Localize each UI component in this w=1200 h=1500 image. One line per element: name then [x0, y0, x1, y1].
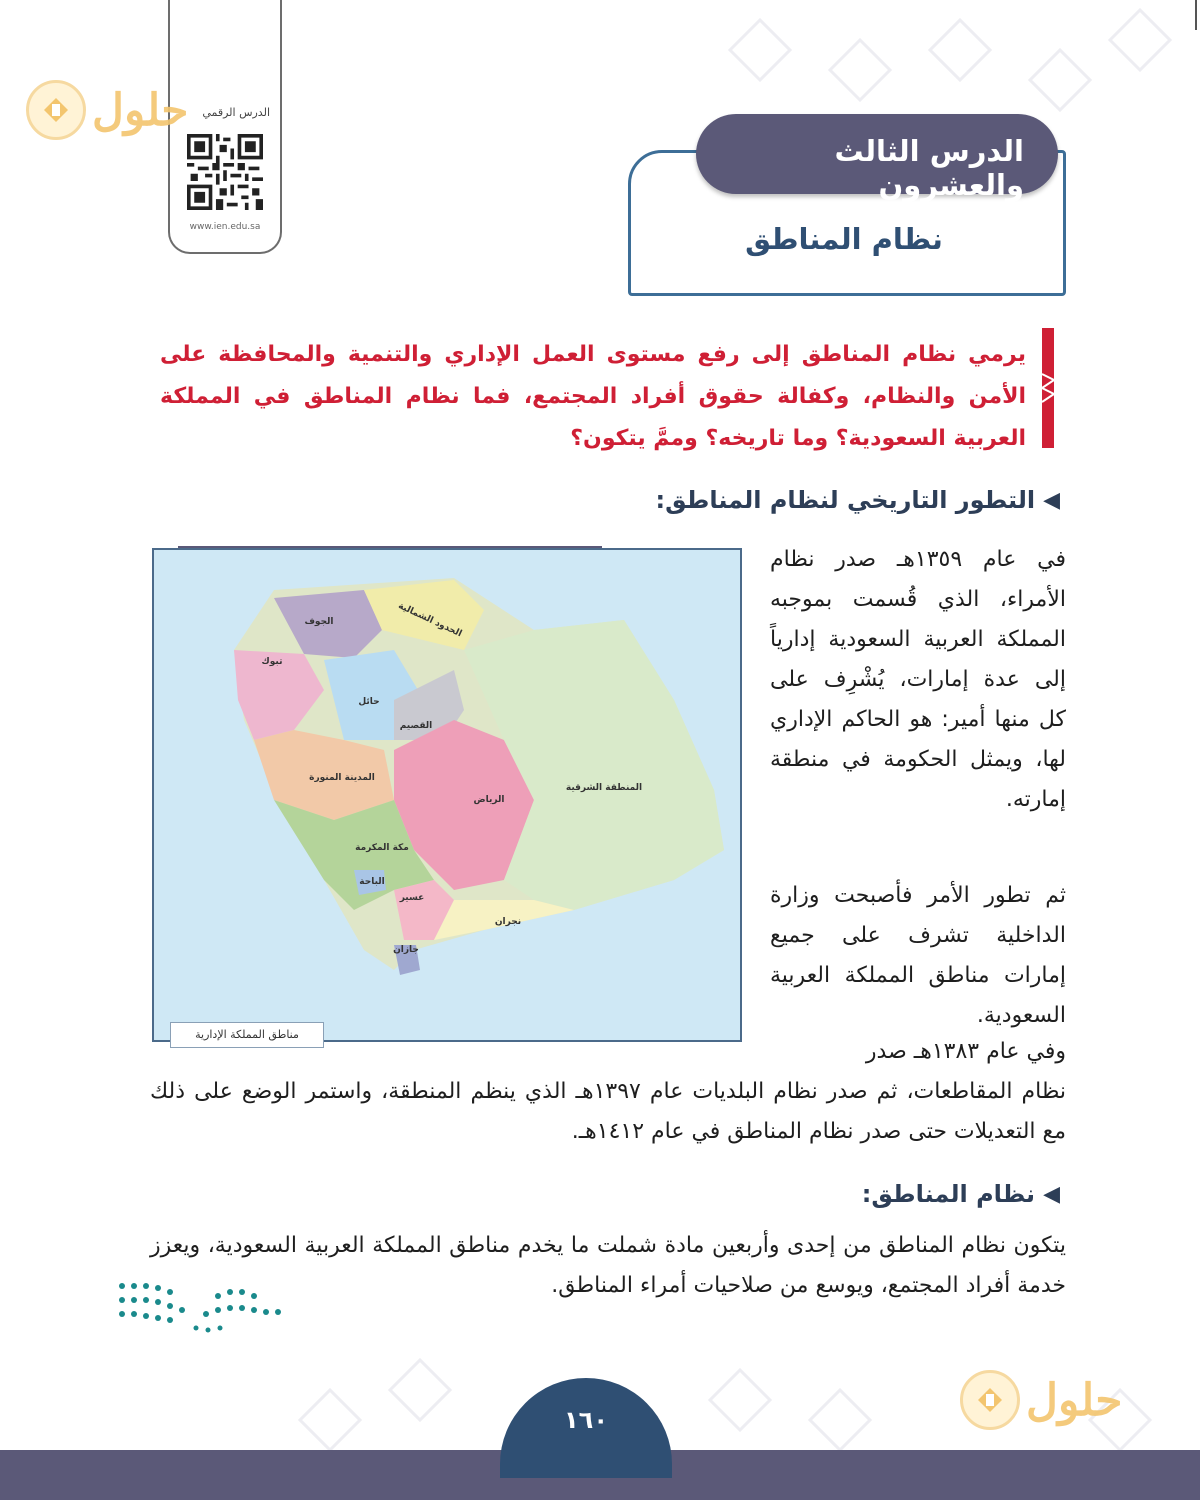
section-heading-history — [656, 486, 1060, 514]
label-riyadh: الرياض — [473, 795, 505, 805]
qr-code-icon[interactable] — [187, 134, 263, 210]
lesson-title: نظام المناطق — [745, 222, 943, 256]
watermark-word: حلول — [1026, 1374, 1123, 1426]
chevron-left-icon: ◀ — [1043, 1181, 1060, 1207]
section-heading-text: التطور التاريخي لنظام المناطق: — [655, 486, 1036, 514]
ministry-logo — [116, 1278, 296, 1338]
regions-map — [152, 548, 742, 1042]
history-paragraph-3-start: وفي عام ١٣٨٣هـ صدر — [865, 1039, 1066, 1064]
chevron-left-icon: ◀ — [1043, 487, 1060, 513]
watermark-logo — [960, 1370, 1122, 1430]
label-tabuk: تبوك — [261, 657, 283, 667]
page-number: ١٦٠ — [564, 1406, 608, 1434]
book-icon — [26, 80, 86, 140]
watermark-logo — [26, 80, 188, 140]
label-asir: عسير — [399, 893, 425, 903]
label-jouf: الجوف — [304, 617, 334, 627]
digital-lesson-url[interactable]: www.ien.edu.sa — [189, 222, 261, 232]
lesson-number-title: الدرس الثالث والعشرون — [834, 134, 1024, 202]
label-madinah: المدينة المنورة — [309, 773, 375, 783]
label-eastern: المنطقة الشرقية — [565, 783, 643, 793]
history-paragraph-2: ثم تطور الأمر فأصبحت وزارة الداخلية تشرف على جميع إمارات مناطق المملكة العربية السعودية. — [770, 883, 1066, 1028]
label-jazan: جازان — [393, 945, 419, 955]
label-northern: الحدود الشمالية — [396, 601, 464, 640]
label-najran: نجران — [494, 917, 522, 927]
intro-bracket-icon — [1042, 328, 1054, 448]
book-icon — [960, 1370, 1020, 1430]
history-paragraph-3-end: نظام المقاطعات، ثم صدر نظام البلديات عام ١٣٩٧هـ الذي ينظم المنطقة، واستمر الوضع على ذلك مع التعديلات حتى صدر نظام المناطق في عام ١٤١٢هـ. — [150, 1079, 1066, 1144]
watermark-word: حلول — [92, 84, 189, 136]
label-qassim: القصيم — [399, 721, 433, 731]
section-heading-text: نظام المناطق: — [861, 1180, 1036, 1208]
lesson-number-pill — [696, 114, 1058, 202]
map-caption: مناطق المملكة الإدارية — [170, 1022, 324, 1048]
label-makkah: مكة المكرمة — [355, 843, 409, 853]
section-heading-system — [862, 1180, 1060, 1208]
label-hail: حائل — [358, 697, 380, 707]
system-paragraph: يتكون نظام المناطق من إحدى وأربعين مادة شملت ما يخدم مناطق المملكة العربية السعودية، ويعزز خدمة أفراد المجتمع، ويوسع من صلاحيات أمراء المناطق. — [150, 1233, 1066, 1298]
digital-lesson-label: الدرس الرقمي — [202, 106, 270, 119]
history-paragraph-1: في عام ١٣٥٩هـ صدر نظام الأمراء، الذي قُسمت بموجبه المملكة العربية السعودية إدارياً إلى عدة إمارات، يُشْرِف على كل منها أمير: هو الحاكم الإداري لها، ويمثل الحكومة في منطقة إمارته. — [770, 547, 1066, 812]
label-baha: الباحة — [359, 877, 385, 887]
intro-question: يرمي نظام المناطق إلى رفع مستوى العمل الإداري والتنمية والمحافظة على الأمن والنظام، وكفالة حقوق أفراد المجتمع، فما نظام المناطق في المملكة العربية السعودية؟ وما تاريخه؟ وممَّ يتكون؟ — [160, 342, 1026, 451]
